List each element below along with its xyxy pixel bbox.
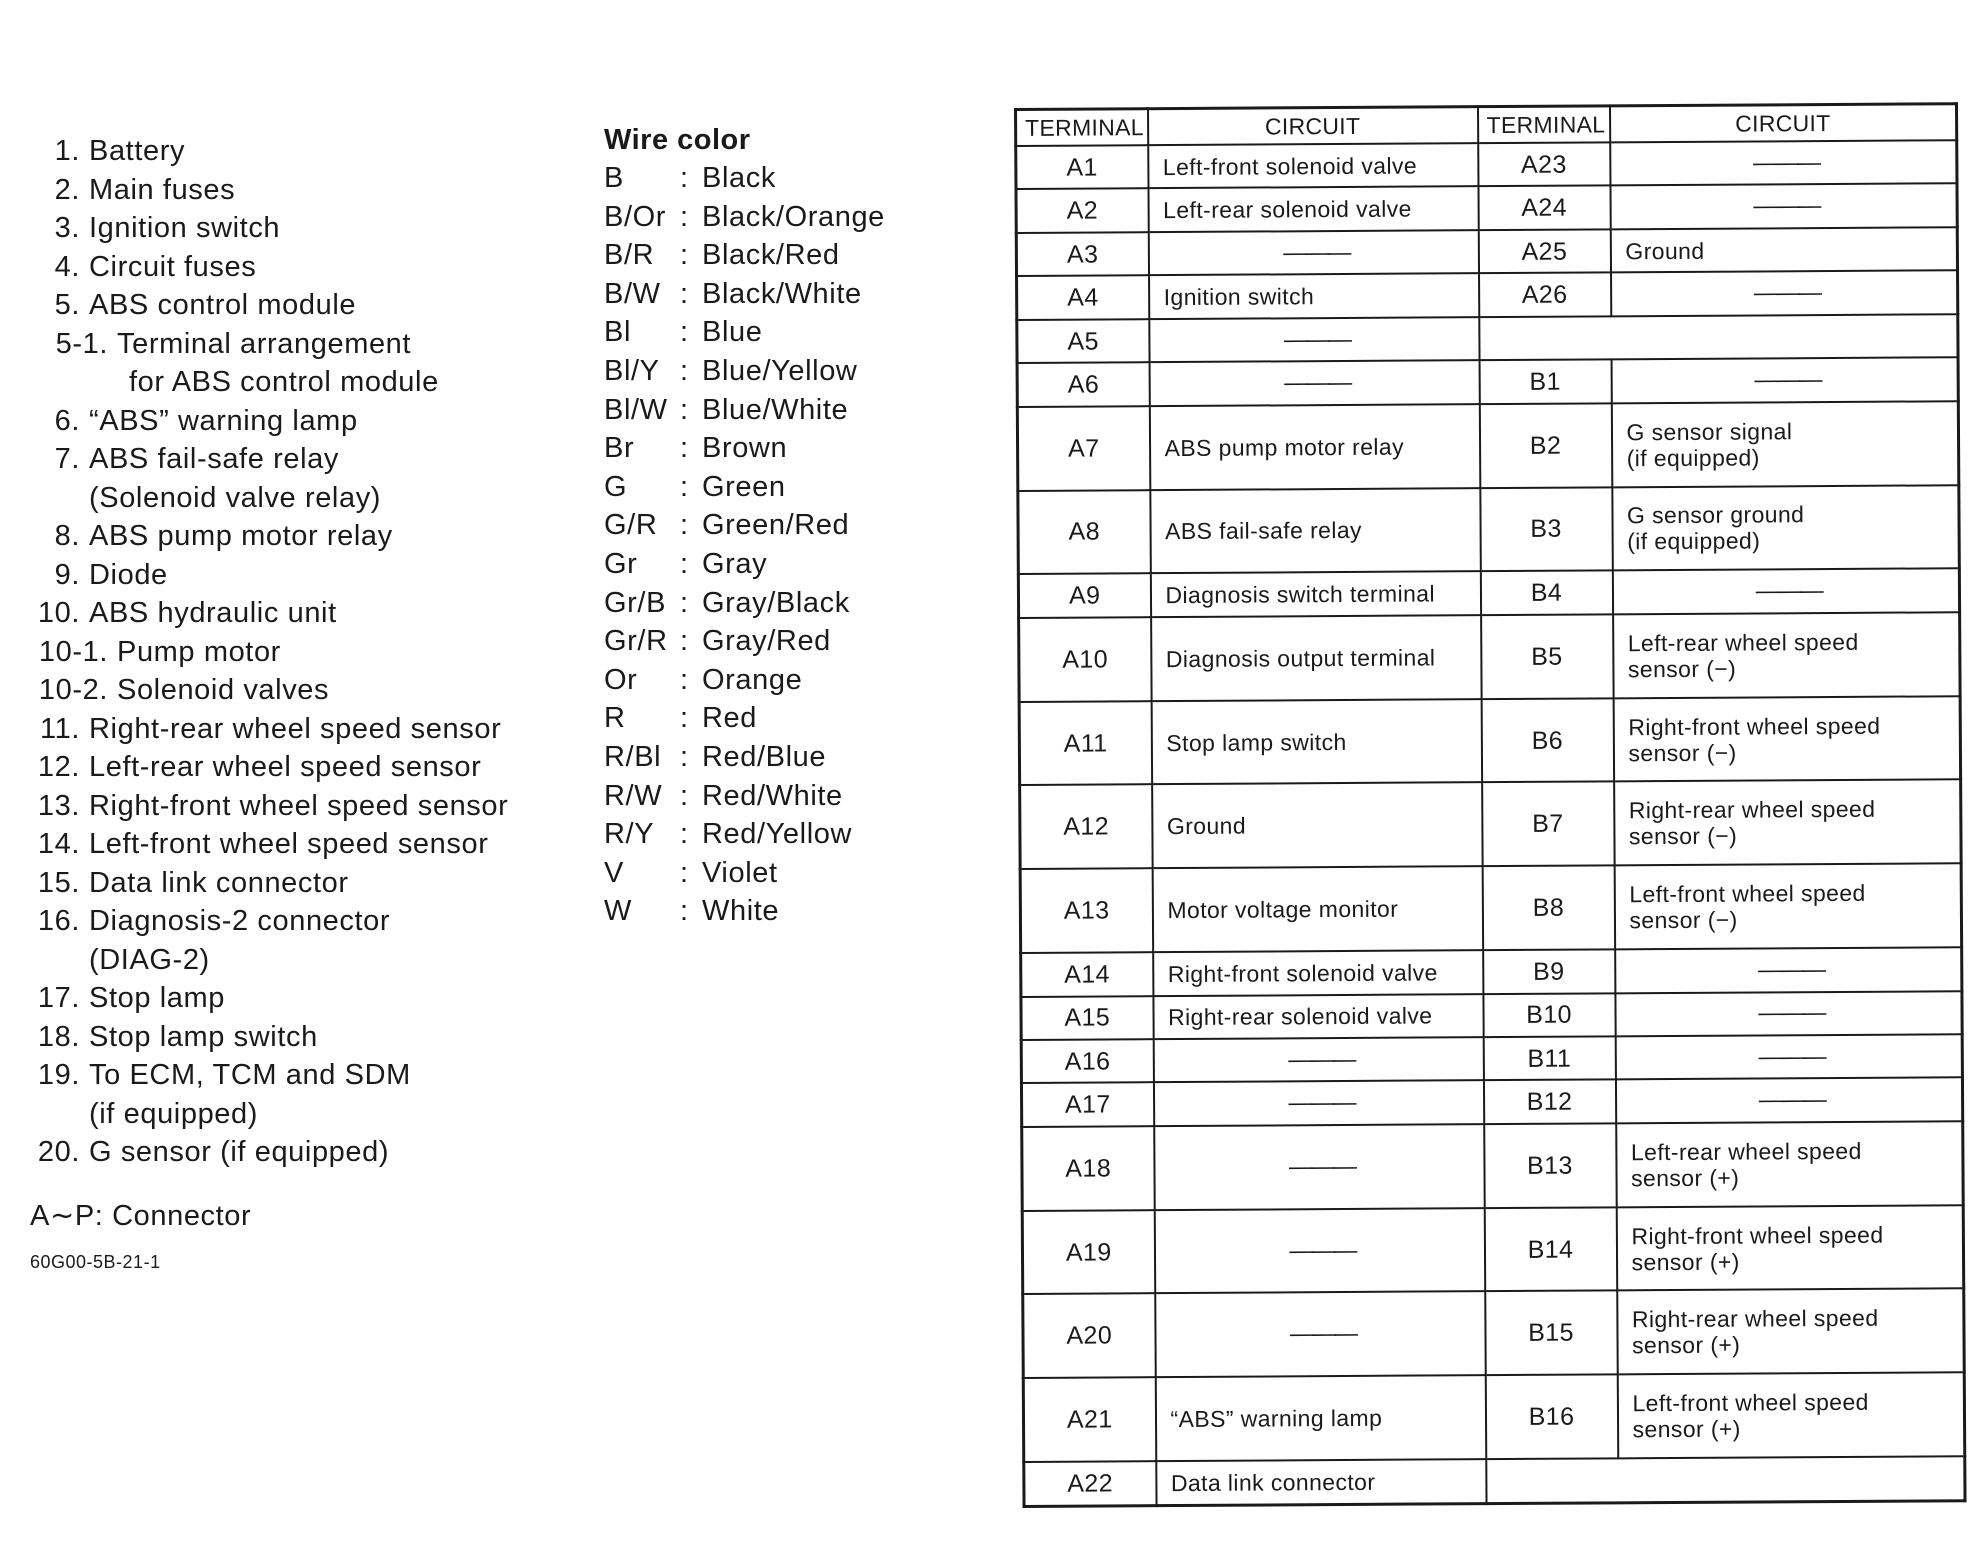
legend-label: To ECM, TCM and SDM bbox=[89, 1059, 411, 1091]
table-row bbox=[1017, 314, 1958, 363]
header-circuit-left: CIRCUIT bbox=[1148, 107, 1478, 146]
legend-number: 15. bbox=[37, 866, 80, 899]
circuit-line: Left-front wheel speed bbox=[1632, 1389, 1869, 1417]
circuit-line: (if equipped) bbox=[1627, 527, 1761, 555]
table-row bbox=[1020, 863, 1961, 953]
wire-code: Bl bbox=[604, 316, 631, 349]
legend-number: 13. bbox=[37, 789, 80, 822]
wire-code: W bbox=[604, 895, 632, 928]
legend-label: (Solenoid valve relay) bbox=[89, 481, 382, 514]
wire-code: Gr bbox=[604, 547, 638, 580]
legend-label: Pump motor bbox=[117, 635, 281, 668]
wire-color-item bbox=[604, 584, 964, 623]
wire-separator: : bbox=[680, 432, 689, 465]
legend-label: Left-rear wheel speed sensor bbox=[89, 751, 482, 783]
circuit-cell-left: ——— bbox=[1153, 1037, 1483, 1082]
legend-label: for ABS control module bbox=[129, 366, 439, 398]
legend-number: 12. bbox=[37, 751, 80, 783]
circuit-line: sensor (−) bbox=[1627, 655, 1737, 682]
wire-color-name: Green bbox=[702, 470, 786, 503]
legend-item bbox=[24, 864, 584, 903]
terminal-cell-right: B7 bbox=[1482, 782, 1615, 867]
table-row bbox=[1022, 1121, 1963, 1211]
circuit-cell-left: Left-front solenoid valve bbox=[1148, 143, 1478, 188]
circuit-line: (if equipped) bbox=[1626, 444, 1760, 471]
wire-color-item bbox=[604, 545, 964, 584]
circuit-line: sensor (+) bbox=[1631, 1331, 1741, 1359]
terminal-cell-right: A24 bbox=[1478, 186, 1610, 230]
legend-label: Diagnosis-2 connector bbox=[89, 905, 391, 937]
legend-item bbox=[24, 979, 584, 1018]
circuit-line: Left-front wheel speed bbox=[1629, 879, 1866, 908]
empty-cell bbox=[1479, 314, 1958, 360]
legend-label: Terminal arrangement bbox=[117, 327, 412, 360]
terminal-cell-left: A11 bbox=[1019, 701, 1152, 786]
wire-color-name: Red/Blue bbox=[702, 740, 827, 773]
legend-item bbox=[24, 556, 584, 595]
legend-label: Right-front wheel speed sensor bbox=[89, 789, 509, 822]
table-row bbox=[1020, 780, 1961, 870]
terminal-cell-right: B13 bbox=[1484, 1123, 1617, 1208]
legend-number: 4. bbox=[54, 250, 80, 283]
circuit-cell-right: ——— bbox=[1612, 569, 1959, 615]
legend-label: “ABS” warning lamp bbox=[89, 404, 358, 437]
wire-code: B bbox=[604, 162, 624, 194]
wire-separator: : bbox=[680, 818, 689, 851]
circuit-cell-left: Ignition switch bbox=[1149, 274, 1479, 319]
terminal-cell-right: B2 bbox=[1479, 403, 1612, 488]
circuit-cell-left: ——— bbox=[1149, 360, 1479, 405]
wire-color-item bbox=[604, 506, 964, 545]
wire-code: Bl/W bbox=[604, 393, 668, 426]
circuit-cell-left: ABS pump motor relay bbox=[1149, 404, 1480, 490]
wire-color-item bbox=[604, 429, 964, 468]
circuit-cell-right bbox=[1617, 1289, 1965, 1375]
circuit-cell-left: Motor voltage monitor bbox=[1152, 866, 1483, 952]
wire-separator: : bbox=[680, 354, 689, 387]
legend-item bbox=[24, 787, 584, 826]
table-header-row bbox=[1016, 104, 1957, 146]
wire-color-list bbox=[604, 159, 964, 931]
terminal-cell-right: B9 bbox=[1483, 949, 1615, 993]
table-row bbox=[1021, 991, 1962, 1040]
wire-color-item bbox=[604, 313, 964, 352]
wire-code: R bbox=[604, 702, 626, 735]
wire-color-item bbox=[604, 159, 964, 198]
circuit-cell-left: Left-rear solenoid valve bbox=[1148, 187, 1478, 232]
circuit-cell-left: ——— bbox=[1149, 317, 1479, 362]
table-row bbox=[1016, 140, 1957, 189]
component-legend bbox=[24, 132, 584, 1172]
wire-color-name: Blue/White bbox=[702, 393, 849, 426]
circuit-line: Left-rear wheel speed bbox=[1627, 628, 1859, 656]
wire-separator: : bbox=[680, 895, 689, 928]
wire-color-name: Blue bbox=[702, 316, 763, 349]
legend-item bbox=[24, 825, 584, 864]
wire-separator: : bbox=[680, 547, 689, 580]
terminal-cell-right: B6 bbox=[1481, 698, 1614, 783]
wire-separator: : bbox=[680, 393, 689, 426]
wire-color-item bbox=[604, 777, 964, 816]
wire-color-name: Red/Yellow bbox=[702, 818, 853, 851]
terminal-cell-right: B10 bbox=[1483, 993, 1615, 1037]
wire-color-item bbox=[604, 236, 964, 275]
wire-separator: : bbox=[680, 200, 689, 233]
legend-item bbox=[24, 402, 584, 441]
table-row bbox=[1023, 1289, 1964, 1379]
terminal-cell-left: A1 bbox=[1016, 145, 1148, 189]
legend-number: 6. bbox=[54, 404, 80, 437]
legend-label: Stop lamp switch bbox=[89, 1020, 318, 1053]
wire-color-item bbox=[604, 699, 964, 738]
legend-number: 3. bbox=[54, 212, 80, 244]
header-terminal-right: TERMINAL bbox=[1478, 106, 1610, 143]
legend-number: 16. bbox=[37, 905, 80, 937]
circuit-cell-right: Ground bbox=[1610, 227, 1957, 273]
wire-code: B/Or bbox=[604, 200, 667, 233]
table-row bbox=[1018, 569, 1959, 618]
wire-separator: : bbox=[680, 702, 689, 735]
wire-color-name: Red/White bbox=[702, 779, 843, 812]
wire-separator: : bbox=[680, 740, 689, 773]
circuit-cell-left: ——— bbox=[1153, 1081, 1483, 1126]
legend-item bbox=[24, 594, 584, 633]
wire-separator: : bbox=[680, 509, 689, 542]
legend-number: 20. bbox=[37, 1136, 80, 1168]
circuit-line: Left-rear wheel speed bbox=[1630, 1137, 1862, 1166]
circuit-cell-right bbox=[1614, 863, 1962, 949]
wire-separator: : bbox=[680, 316, 689, 349]
legend-number: 1. bbox=[54, 135, 80, 167]
legend-number: 11. bbox=[40, 712, 80, 745]
circuit-cell-right bbox=[1612, 485, 1960, 571]
legend-number: 19. bbox=[37, 1059, 80, 1091]
terminal-cell-left: A17 bbox=[1021, 1083, 1153, 1127]
terminal-cell-left: A13 bbox=[1020, 868, 1153, 953]
wire-separator: : bbox=[680, 162, 689, 194]
table-row bbox=[1022, 1205, 1963, 1295]
legend-label: Left-front wheel speed sensor bbox=[89, 828, 489, 860]
circuit-line: Right-rear wheel speed bbox=[1628, 796, 1876, 824]
wire-color-item bbox=[604, 275, 964, 314]
circuit-cell-left: “ABS” warning lamp bbox=[1155, 1375, 1486, 1461]
terminal-cell-left: A9 bbox=[1018, 574, 1150, 618]
wire-code: Or bbox=[604, 663, 638, 696]
legend-item-continued bbox=[24, 941, 584, 980]
terminal-cell-right: B16 bbox=[1485, 1375, 1618, 1460]
terminal-cell-left: A15 bbox=[1021, 996, 1153, 1040]
wire-color-item bbox=[604, 854, 964, 893]
terminal-cell-left: A19 bbox=[1022, 1210, 1155, 1295]
legend-item bbox=[24, 902, 584, 941]
legend-label: Stop lamp bbox=[89, 982, 225, 1014]
circuit-line: G sensor signal bbox=[1626, 417, 1793, 445]
circuit-cell-right: ——— bbox=[1610, 140, 1957, 186]
wire-color-name: Gray/Black bbox=[702, 586, 850, 619]
terminal-cell-right: B3 bbox=[1480, 487, 1613, 572]
terminal-cell-left: A5 bbox=[1017, 319, 1149, 363]
legend-label: Data link connector bbox=[89, 866, 349, 899]
terminal-cell-left: A4 bbox=[1017, 276, 1149, 320]
legend-number: 9. bbox=[54, 558, 80, 591]
terminal-cell-left: A14 bbox=[1021, 952, 1153, 996]
circuit-cell-left: Stop lamp switch bbox=[1151, 699, 1482, 785]
wire-color-name: Black bbox=[702, 162, 776, 194]
legend-item bbox=[24, 710, 584, 749]
wire-color-title: Wire color bbox=[604, 124, 751, 156]
legend-number: 8. bbox=[54, 520, 80, 552]
terminal-cell-left: A22 bbox=[1024, 1461, 1156, 1506]
table-row bbox=[1017, 401, 1958, 491]
terminal-arrangement-table bbox=[1014, 102, 1967, 1508]
legend-item bbox=[24, 325, 584, 364]
table-row bbox=[1021, 1078, 1962, 1127]
legend-number: 7. bbox=[54, 443, 80, 475]
terminal-cell-left: A20 bbox=[1023, 1294, 1156, 1379]
circuit-cell-right: ——— bbox=[1611, 271, 1958, 317]
terminal-cell-left: A6 bbox=[1017, 362, 1149, 406]
legend-item bbox=[24, 132, 584, 171]
figure-code: 60G00-5B-21-1 bbox=[30, 1252, 161, 1272]
circuit-line: Right-front wheel speed bbox=[1628, 712, 1881, 740]
terminal-cell-right: B15 bbox=[1485, 1291, 1618, 1376]
circuit-line: sensor (+) bbox=[1632, 1415, 1741, 1443]
wire-separator: : bbox=[680, 663, 689, 696]
wire-color-item bbox=[604, 352, 964, 391]
wire-separator: : bbox=[680, 586, 689, 619]
terminal-cell-right: B5 bbox=[1481, 614, 1614, 699]
wire-color-name: Brown bbox=[702, 432, 788, 465]
header-circuit-right: CIRCUIT bbox=[1609, 104, 1956, 143]
legend-label: Battery bbox=[89, 135, 186, 167]
legend-item bbox=[24, 633, 584, 672]
legend-label: Right-rear wheel speed sensor bbox=[89, 712, 502, 745]
legend-number: 5. bbox=[54, 289, 80, 321]
terminal-cell-left: A18 bbox=[1022, 1126, 1155, 1211]
wire-code: Gr/B bbox=[604, 586, 667, 619]
circuit-cell-right: ——— bbox=[1615, 947, 1962, 993]
legend-item bbox=[24, 1018, 584, 1057]
terminal-cell-right: B8 bbox=[1482, 866, 1615, 951]
legend-number: 2. bbox=[54, 173, 80, 206]
terminal-cell-right: B1 bbox=[1479, 360, 1611, 404]
circuit-line: sensor (+) bbox=[1630, 1164, 1740, 1192]
wire-code: B/R bbox=[604, 239, 655, 272]
legend-number: 10-1. bbox=[38, 635, 108, 668]
wire-separator: : bbox=[680, 239, 689, 272]
wire-color-legend bbox=[604, 124, 964, 931]
wire-code: Bl/Y bbox=[604, 354, 660, 387]
wire-code: G/R bbox=[604, 509, 658, 542]
circuit-line: G sensor ground bbox=[1626, 501, 1805, 529]
legend-item bbox=[24, 517, 584, 556]
legend-label: Main fuses bbox=[89, 173, 236, 206]
circuit-cell-right bbox=[1613, 696, 1961, 782]
legend-item-continued bbox=[24, 1095, 584, 1134]
wire-separator: : bbox=[680, 277, 689, 310]
circuit-cell-right: ——— bbox=[1611, 358, 1958, 404]
terminal-cell-right: A23 bbox=[1478, 142, 1610, 186]
legend-number: 5-1. bbox=[55, 327, 108, 360]
circuit-line: Right-front wheel speed bbox=[1631, 1221, 1884, 1249]
terminal-cell-left: A2 bbox=[1016, 189, 1148, 233]
terminal-cell-right: B14 bbox=[1484, 1207, 1617, 1292]
table-row bbox=[1023, 1373, 1964, 1463]
wire-color-name: Blue/Yellow bbox=[702, 354, 858, 387]
wire-code: Br bbox=[604, 432, 635, 465]
wire-color-name: Orange bbox=[702, 663, 803, 696]
legend-number: 10. bbox=[37, 597, 80, 629]
wire-separator: : bbox=[680, 625, 689, 658]
circuit-line: sensor (−) bbox=[1629, 906, 1738, 934]
header-terminal-left: TERMINAL bbox=[1016, 109, 1148, 146]
legend-label: Ignition switch bbox=[89, 212, 281, 244]
circuit-line: sensor (−) bbox=[1628, 822, 1738, 850]
legend-label: Diode bbox=[89, 558, 168, 591]
legend-item bbox=[24, 748, 584, 787]
legend-label: (DIAG-2) bbox=[89, 943, 210, 976]
terminal-cell-left: A21 bbox=[1023, 1377, 1156, 1462]
wire-color-name: Black/Red bbox=[702, 239, 840, 272]
circuit-cell-right: ——— bbox=[1615, 1078, 1962, 1124]
legend-item bbox=[24, 671, 584, 710]
terminal-cell-right: B11 bbox=[1483, 1036, 1615, 1080]
terminal-cell-right: A25 bbox=[1478, 229, 1610, 273]
wire-color-item bbox=[604, 198, 964, 237]
legend-item bbox=[24, 1133, 584, 1172]
circuit-cell-left: ——— bbox=[1154, 1124, 1485, 1210]
circuit-line: Right-rear wheel speed bbox=[1631, 1305, 1879, 1333]
circuit-cell-right bbox=[1613, 612, 1961, 698]
wire-color-item bbox=[604, 892, 964, 931]
legend-label: ABS hydraulic unit bbox=[89, 597, 337, 629]
circuit-line: sensor (+) bbox=[1631, 1248, 1740, 1275]
legend-label: Solenoid valves bbox=[117, 674, 330, 706]
wire-code: Gr/R bbox=[604, 625, 668, 658]
connector-note: A∼P: Connector bbox=[30, 1200, 252, 1232]
wire-separator: : bbox=[680, 779, 689, 812]
terminal-cell-left: A3 bbox=[1016, 232, 1148, 276]
legend-number: 18. bbox=[37, 1020, 80, 1053]
wire-color-name: Gray bbox=[702, 547, 768, 580]
circuit-cell-left: ——— bbox=[1148, 230, 1478, 275]
legend-item-continued bbox=[24, 479, 584, 518]
wire-separator: : bbox=[680, 856, 689, 889]
circuit-cell-right bbox=[1614, 780, 1962, 866]
circuit-cell-right: ——— bbox=[1615, 1034, 1962, 1080]
table-row bbox=[1024, 1456, 1965, 1506]
terminal-cell-right: B12 bbox=[1483, 1080, 1615, 1124]
wire-color-item bbox=[604, 391, 964, 430]
empty-cell bbox=[1486, 1456, 1965, 1503]
circuit-cell-right bbox=[1616, 1121, 1964, 1207]
legend-label: ABS fail-safe relay bbox=[89, 443, 339, 475]
wire-color-item bbox=[604, 622, 964, 661]
legend-label: ABS control module bbox=[89, 289, 357, 321]
circuit-cell-left: Diagnosis output terminal bbox=[1151, 615, 1482, 701]
wire-color-name: Gray/Red bbox=[702, 625, 831, 658]
wire-color-name: Black/Orange bbox=[702, 200, 885, 233]
wire-color-name: White bbox=[702, 895, 780, 928]
circuit-cell-left: Right-rear solenoid valve bbox=[1153, 994, 1483, 1039]
table-row bbox=[1016, 184, 1957, 233]
wire-color-name: Green/Red bbox=[702, 509, 850, 542]
wire-color-item bbox=[604, 815, 964, 854]
wire-code: R/W bbox=[604, 779, 663, 812]
wire-color-name: Black/White bbox=[702, 277, 862, 310]
terminal-cell-left: A7 bbox=[1017, 406, 1150, 491]
wire-code: G bbox=[604, 470, 628, 503]
legend-number: 17. bbox=[37, 982, 80, 1014]
wire-color-name: Violet bbox=[702, 856, 778, 889]
legend-label: ABS pump motor relay bbox=[89, 520, 393, 552]
circuit-line: sensor (−) bbox=[1628, 739, 1737, 766]
wire-color-item bbox=[604, 468, 964, 507]
table-row bbox=[1021, 1034, 1962, 1083]
legend-label: G sensor (if equipped) bbox=[89, 1136, 390, 1168]
circuit-cell-right: ——— bbox=[1610, 184, 1957, 230]
terminal-cell-right: A26 bbox=[1479, 273, 1611, 317]
circuit-cell-left: Diagnosis switch terminal bbox=[1150, 572, 1480, 617]
wire-code: R/Bl bbox=[604, 740, 662, 773]
circuit-cell-right bbox=[1617, 1373, 1965, 1459]
wire-color-name: Red bbox=[702, 702, 757, 735]
legend-item bbox=[24, 286, 584, 325]
table-row bbox=[1021, 947, 1962, 996]
table-row bbox=[1019, 696, 1960, 786]
circuit-cell-left: Data link connector bbox=[1156, 1459, 1486, 1505]
table-row bbox=[1017, 271, 1958, 320]
terminal-cell-left: A12 bbox=[1020, 785, 1153, 870]
terminal-cell-left: A16 bbox=[1021, 1039, 1153, 1083]
wire-code: V bbox=[604, 856, 624, 889]
circuit-cell-left: ABS fail-safe relay bbox=[1150, 488, 1481, 574]
legend-number: 10-2. bbox=[38, 674, 108, 706]
circuit-cell-left: ——— bbox=[1154, 1208, 1485, 1294]
table-row bbox=[1016, 227, 1957, 276]
legend-item bbox=[24, 171, 584, 210]
circuit-cell-right bbox=[1616, 1205, 1964, 1291]
circuit-cell-left: ——— bbox=[1155, 1292, 1486, 1378]
terminal-cell-right: B4 bbox=[1480, 571, 1612, 615]
legend-item bbox=[24, 248, 584, 287]
legend-item bbox=[24, 1056, 584, 1095]
circuit-cell-right bbox=[1611, 401, 1959, 487]
terminal-cell-left: A8 bbox=[1018, 490, 1151, 575]
table-row bbox=[1019, 612, 1960, 702]
circuit-cell-right: ——— bbox=[1615, 991, 1962, 1037]
wire-code: R/Y bbox=[604, 818, 655, 851]
wire-color-item bbox=[604, 661, 964, 700]
legend-item-continued bbox=[24, 363, 584, 402]
circuit-cell-left: Ground bbox=[1152, 783, 1483, 869]
wire-code: B/W bbox=[604, 277, 661, 310]
legend-label: (if equipped) bbox=[89, 1097, 259, 1130]
table-row bbox=[1018, 485, 1959, 575]
table-row bbox=[1017, 358, 1958, 407]
terminal-cell-left: A10 bbox=[1019, 617, 1152, 702]
wire-separator: : bbox=[680, 470, 689, 503]
legend-number: 14. bbox=[37, 828, 80, 860]
wire-color-item bbox=[604, 738, 964, 777]
legend-item bbox=[24, 209, 584, 248]
table-body bbox=[1016, 140, 1965, 1506]
legend-label: Circuit fuses bbox=[89, 250, 257, 283]
legend-item bbox=[24, 440, 584, 479]
circuit-cell-left: Right-front solenoid valve bbox=[1153, 950, 1483, 995]
